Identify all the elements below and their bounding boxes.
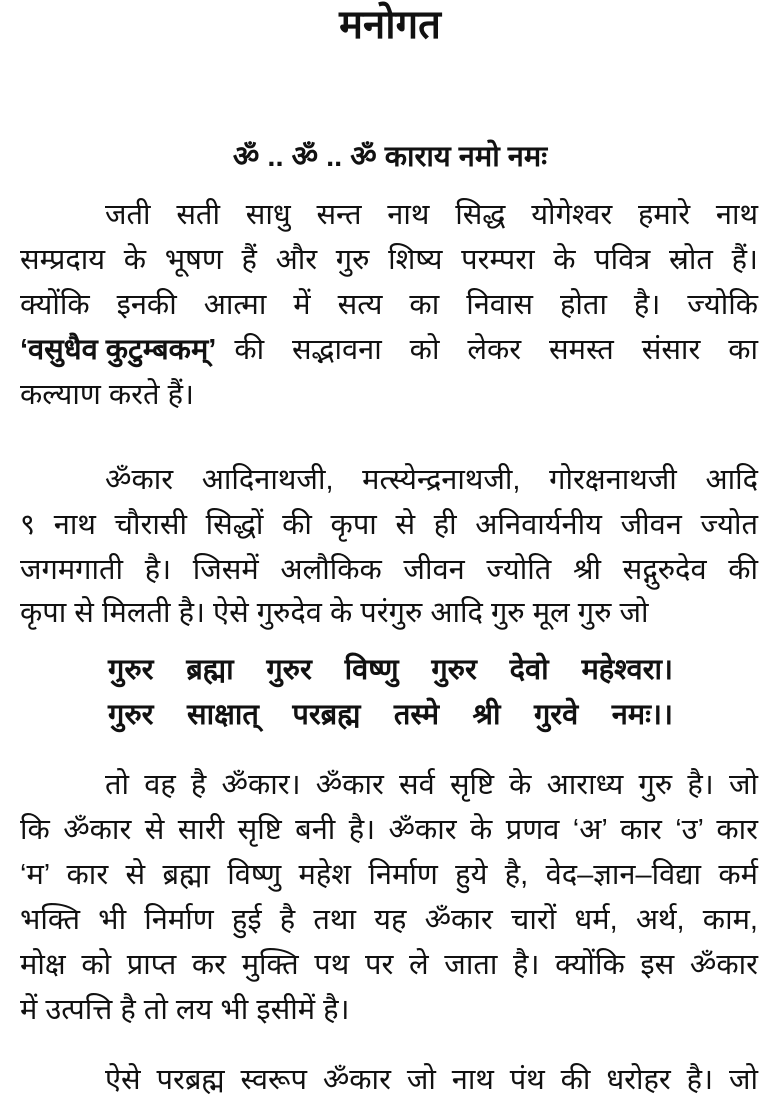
text-line: मोक्ष को प्राप्त कर मुक्ति पथ पर ले जाता है। क्योंकि इस ॐकार: [20, 949, 758, 981]
text-fragment: की सद्भावना को लेकर समस्त संसार का: [234, 334, 758, 366]
text-line: सम्प्रदाय के भूषण हैं और गुरु शिष्य परम्परा के पवित्र स्रोत हैं।: [20, 244, 758, 276]
text-line: ९ नाथ चौरासी सिद्धों की कृपा से ही अनिवार्यनीय जीवन ज्योत: [20, 509, 758, 541]
text-line: ऐसे परब्रह्म स्वरूप ॐकार जो नाथ पंथ की धरोहर है। जो: [105, 1064, 758, 1096]
text-line: जगमगाती है। जिसमें अलौकिक जीवन ज्योति श्री सद्गुरुदेव की: [20, 554, 758, 586]
text-line: कि ॐकार से सारी सृष्टि बनी है। ॐकार के प्रणव ‘अ’ कार ‘उ’ कार: [20, 814, 758, 846]
invocation-heading: ॐ .. ॐ .. ॐ काराय नमो नमः: [232, 141, 548, 173]
text-line: में उत्पत्ति है तो लय भी इसीमें है।: [20, 994, 350, 1026]
page-title: मनोगत: [339, 3, 441, 47]
text-line: तो वह है ॐकार। ॐकार सर्व सृष्टि के आराध्य गुरु है। जो: [105, 769, 758, 801]
verse-line: गुरुर ब्रह्मा गुरुर विष्णु गुरुर देवो महेश्वरा।: [108, 654, 673, 686]
text-line: भक्ति भी निर्माण हुई है तथा यह ॐकार चारों धर्म, अर्थ, काम,: [20, 904, 758, 936]
text-line: ॐकार आदिनाथजी, मत्स्येन्द्रनाथजी, गोरक्षनाथजी आदि: [105, 464, 758, 496]
text-line: जती सती साधु सन्त नाथ सिद्ध योगेश्वर हमारे नाथ: [105, 199, 758, 231]
text-line: ‘म’ कार से ब्रह्मा विष्णु महेश निर्माण हुये है, वेद–ज्ञान–विद्या कर्म: [20, 859, 758, 891]
verse-line: गुरुर साक्षात् परब्रह्म तस्मे श्री गुरवे नमः।।: [108, 699, 673, 731]
text-line: कृपा से मिलती है। ऐसे गुरुदेव के परंगुरु आदि गुरु मूल गुरु जो: [20, 597, 649, 629]
text-line: [20, 330, 758, 370]
text-line: कल्याण करते हैं।: [20, 379, 194, 411]
text-line: क्योंकि इनकी आत्मा में सत्य का निवास होता है। ज्योकि: [20, 289, 758, 321]
bold-phrase: ‘वसुधैव कुटुम्बकम्’: [20, 334, 217, 366]
